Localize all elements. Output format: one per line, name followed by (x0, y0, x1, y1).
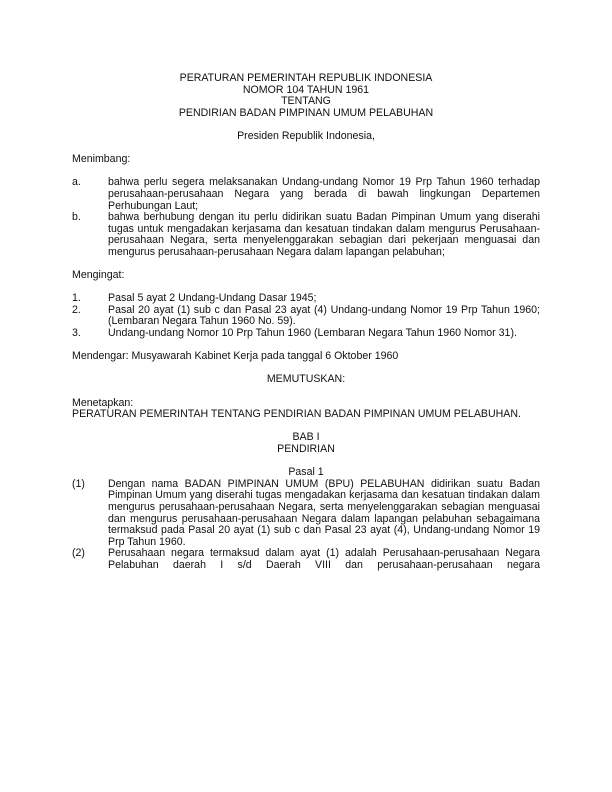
title-line-1: PERATURAN PEMERINTAH REPUBLIK INDONESIA (179, 72, 433, 84)
mendengar-line: Mendengar: Musyawarah Kabinet Kerja pada tanggal 6 Oktober 1960 (72, 350, 399, 363)
item-label: 2. (72, 303, 81, 316)
pasal-item (72, 479, 540, 549)
president-line: Presiden Republik Indonesia, (237, 129, 375, 142)
item-label: (1) (72, 477, 85, 490)
title-line-3: TENTANG (281, 95, 331, 108)
item-text: Pasal 20 ayat (1) sub c dan Pasal 23 ayat (4) Undang-undang Nomor 19 Prp Tahun 1960; (Lembaran Negara Tahun 1960 No. 59). (108, 303, 540, 328)
item-text: bahwa berhubung dengan itu perlu didirikan suatu Badan Pimpinan Umum yang diserahi tugas untuk mengadakan kerjasama dan kesatuan tindakan dalam mengurus Perusahaan-perusahaan Negara, serta menyelenggarakan sebagian dari pekerjaan menguasai dan mengurus perusahaan-perusahaan Negara dalam lapangan pelabuhan; (108, 211, 540, 258)
item-label: 1. (72, 292, 81, 305)
mengingat-heading: Mengingat: (72, 269, 125, 282)
title-line-4: PENDIRIAN BADAN PIMPINAN UMUM PELABUHAN (178, 106, 434, 119)
item-text: Perusahaan negara termaksud dalam ayat (1) adalah Perusahaan-perusahaan Negara Pelabuhan daerah I s/d Daerah VIII dan perusahaan-perusahaan negara (108, 547, 540, 571)
mengingat-item (72, 328, 540, 340)
item-text: Undang-undang Nomor 10 Prp Tahun 1960 (Lembaran Negara Tahun 1960 Nomor 31). (108, 327, 517, 340)
menetapkan-text: PERATURAN PEMERINTAH TENTANG PENDIRIAN BADAN PIMPINAN UMUM PELABUHAN. (72, 408, 521, 421)
bab-title: PENDIRIAN (277, 443, 335, 455)
item-label: (2) (72, 547, 85, 560)
menimbang-item (72, 212, 540, 258)
item-text: Dengan nama BADAN PIMPINAN UMUM (BPU) PELABUHAN didirikan suatu Badan Pimpinan Umum yang diserahi tugas mengadakan kerjasama dan kesatuan tindakan dalam mengurus perusahaan-perusahaan Negara, serta menyelenggarakan sebagian menguasai dan mengurus perusahaan-perusahaan Negara dalam lapangan pelabuhan sebagaimana termaksud pada Pasal 20 ayat (1) sub c dan Pasal 23 ayat (4), Undang-undang Nomor 19 Prp Tahun 1960. (108, 477, 540, 548)
pasal-item (72, 548, 540, 571)
bab-number: BAB I (292, 431, 320, 444)
menimbang-heading: Menimbang: (72, 153, 131, 166)
memutuskan-heading: MEMUTUSKAN: (266, 373, 346, 386)
item-label: a. (72, 176, 81, 189)
item-label: b. (72, 211, 81, 224)
item-text: Pasal 5 ayat 2 Undang-Undang Dasar 1945; (108, 292, 317, 305)
menimbang-item (72, 177, 540, 212)
pasal-title: Pasal 1 (288, 466, 324, 479)
menetapkan-heading: Menetapkan: (72, 396, 134, 409)
document-page (72, 73, 540, 572)
title-line-2: NOMOR 104 TAHUN 1961 (242, 83, 370, 96)
mengingat-item (72, 305, 540, 328)
item-text: bahwa perlu segera melaksanakan Undang-undang Nomor 19 Prp Tahun 1960 terhadap perusahaan-perusahaan Negara yang berada di bawah lingkungan Departemen Perhubungan Laut; (108, 176, 540, 212)
item-label: 3. (72, 327, 81, 340)
